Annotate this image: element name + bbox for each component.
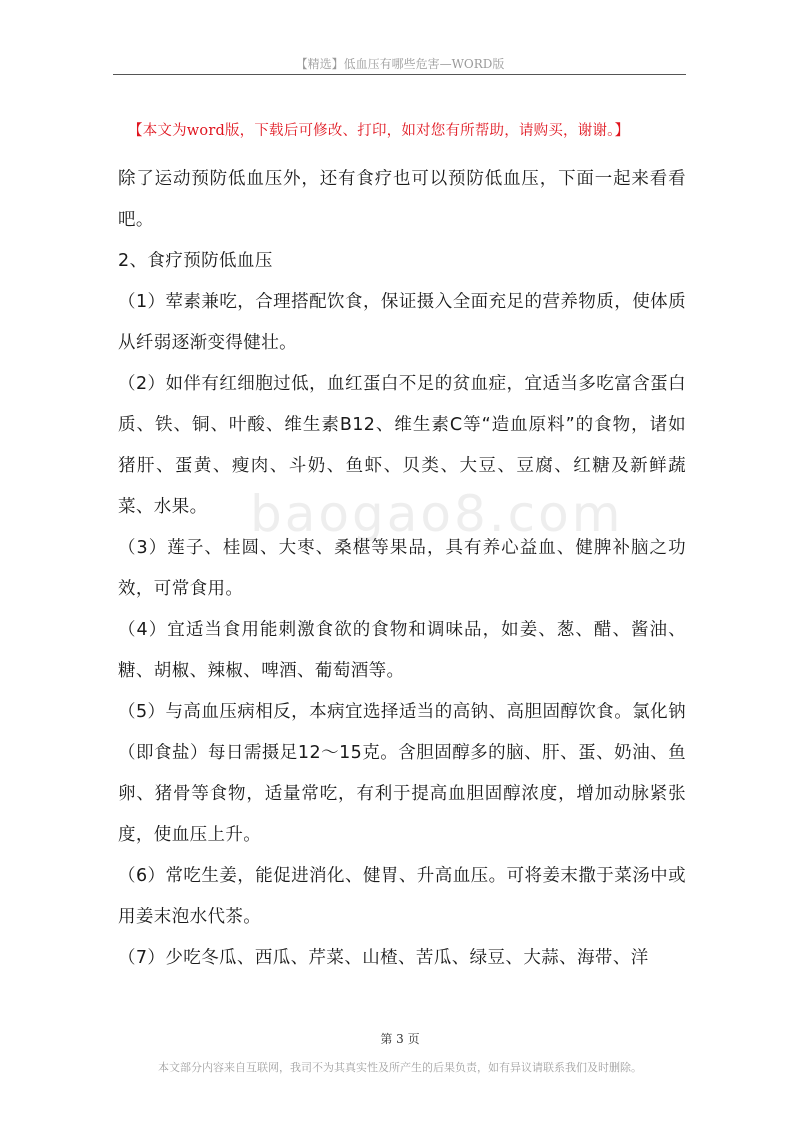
section-heading: 2、食疗预防低血压 (118, 251, 273, 271)
paragraph-item-7: （7）少吃冬瓜、西瓜、芹菜、山楂、苦瓜、绿豆、大蒜、海带、洋 (118, 948, 649, 968)
paragraph-intro: 除了运动预防低血压外，还有食疗也可以预防低血压，下面一起来看看吧。 (118, 169, 686, 230)
page-number: 第 3 页 (380, 1032, 420, 1046)
paragraph-item-2: （2）如伴有红细胞过低，血红蛋白不足的贫血症，宜适当多吃富含蛋白质、铁、铜、叶酸、维生素B12、维生素C等“造血原料”的食物，诸如猪肝、蛋黄、瘦肉、斗奶、鱼虾、贝类、大豆、豆腐、红糖及新鲜蔬菜、水果。 (118, 374, 686, 517)
paragraph-item-3: （3）莲子、桂圆、大枣、桑椹等果品，具有养心益血、健脾补脑之功效，可常食用。 (118, 538, 686, 599)
page-header-title: 【精选】低血压有哪些危害—WORD版 (295, 57, 505, 71)
paragraph-item-1: （1）荤素兼吃，合理搭配饮食，保证摄入全面充足的营养物质，使体质从纤弱逐渐变得健壮。 (118, 292, 686, 353)
watermark: baogao8.com (250, 485, 624, 543)
header-divider (113, 74, 686, 75)
paragraph-item-5: （5）与高血压病相反，本病宜选择适当的高钠、高胆固醇饮食。氯化钠（即食盐）每日需摄足12～15克。含胆固醇多的脑、肝、蛋、奶油、鱼卵、猪骨等食物，适量常吃，有利于提高血胆固醇浓度，增加动脉紧张度，使血压上升。 (118, 702, 686, 845)
footer-disclaimer: 本文部分内容来自互联网，我司不为其真实性及所产生的后果负责，如有异议请联系我们及时删除。 (158, 1061, 642, 1074)
paragraph-item-4: （4）宜适当食用能刺激食欲的食物和调味品，如姜、葱、醋、酱油、糖、胡椒、辣椒、啤酒、葡萄酒等。 (118, 620, 686, 681)
document-body (118, 159, 686, 979)
purchase-notice: 【本文为word版，下载后可修改、打印，如对您有所帮助，请购买，谢谢。】 (128, 123, 630, 139)
paragraph-item-6: （6）常吃生姜，能促进消化、健胃、升高血压。可将姜末撒于菜汤中或用姜末泡水代茶。 (118, 866, 686, 927)
